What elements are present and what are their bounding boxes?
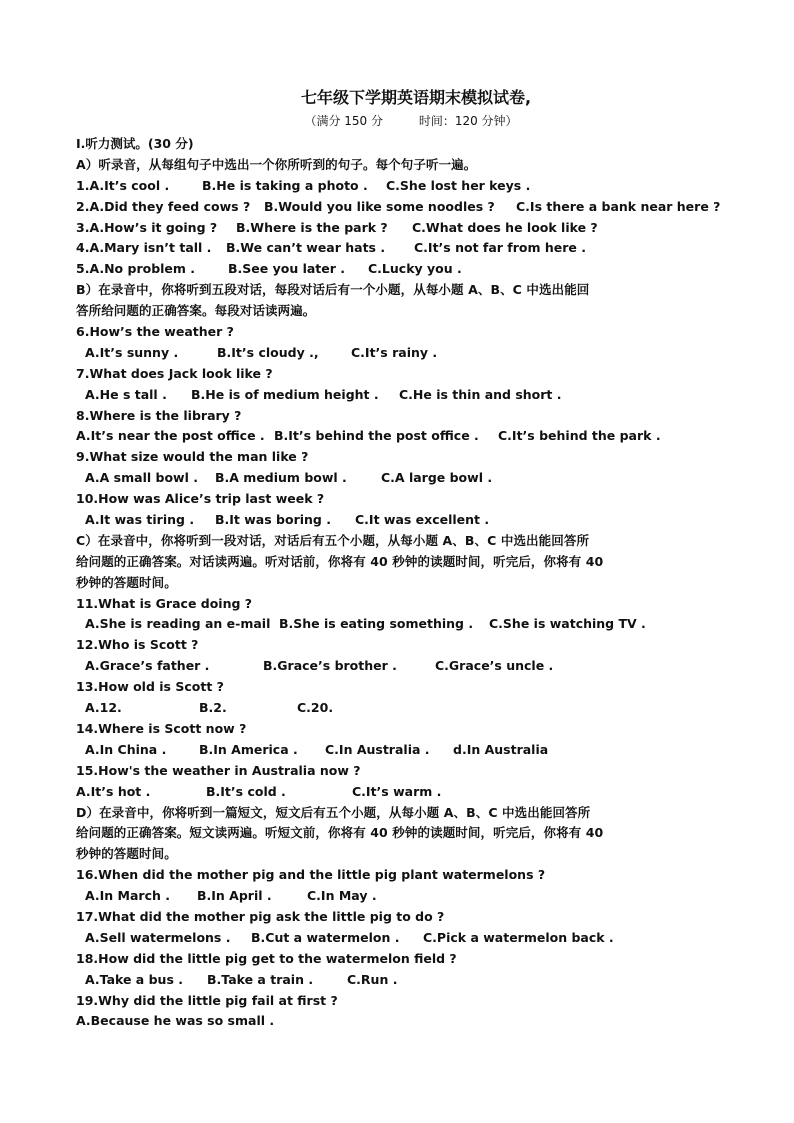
option-row <box>76 614 726 635</box>
question-stem: 19.Why did the little pig fail at first ? <box>76 992 338 1008</box>
section-instruction: B）在录音中，你将听到五段对话，每段对话后有一个小题，从每小题 A、B、C 中选出能回 <box>76 282 590 298</box>
answer-option: B.It’s cloudy ., <box>217 344 319 360</box>
answer-option: B.It was boring . <box>215 512 331 528</box>
question-stem: 17.What did the mother pig ask the little pig to do ? <box>76 908 445 924</box>
full-score-label: （满分 150 分 <box>304 114 383 128</box>
answer-option: A.It’s hot . <box>76 783 151 799</box>
answer-option: A.12. <box>85 700 122 716</box>
answer-option: A.In March . <box>85 888 171 904</box>
answer-option: B.Grace’s brother . <box>263 658 397 674</box>
answer-option: 5.A.No problem . <box>76 261 196 277</box>
answer-option: A.It was tiring . <box>85 512 195 528</box>
option-row <box>76 970 726 991</box>
question-list <box>76 134 726 1032</box>
section-instruction: D）在录音中，你将听到一篇短文，短文后有五个小题，从每小题 A、B、C 中选出能回答所 <box>76 804 591 820</box>
option-row <box>76 1011 726 1032</box>
answer-option: B.In America . <box>199 741 298 757</box>
answer-option: C.It was excellent . <box>355 512 490 528</box>
answer-option: B.He is taking a photo . <box>202 177 368 193</box>
question-stem: 18.How did the little pig get to the watermelon field ? <box>76 950 457 966</box>
option-row <box>76 928 726 949</box>
answer-option: 4.A.Mary isn’t tall . <box>76 240 212 256</box>
exam-page <box>76 86 726 1032</box>
answer-option: A.She is reading an e-mail <box>85 616 271 632</box>
answer-option: C.Lucky you . <box>368 261 462 277</box>
option-row <box>76 385 726 406</box>
answer-option: A.He s tall . <box>85 386 167 402</box>
section-heading: I.听力测试。(30 分) <box>76 136 194 151</box>
answer-option: B.2. <box>199 700 227 716</box>
option-row <box>76 886 726 907</box>
answer-option: B.It’s cold . <box>206 783 286 799</box>
page-title: 七年级下学期英语期末模拟试卷, <box>300 88 532 107</box>
answer-option: B.See you later . <box>228 261 346 277</box>
answer-option: C.Is there a bank near here ? <box>516 198 721 214</box>
option-row <box>76 238 726 259</box>
question-stem: 7.What does Jack look like ? <box>76 365 273 381</box>
option-row <box>76 782 726 803</box>
answer-option: B.Would you like some noodles ? <box>264 198 495 214</box>
answer-option: C.It’s not far from here . <box>414 240 586 256</box>
answer-option: 2.A.Did they feed cows ? <box>76 198 251 214</box>
answer-option: C.It’s rainy . <box>351 344 438 360</box>
answer-option: A.Because he was so small . <box>76 1013 275 1029</box>
question-stem: 8.Where is the library ? <box>76 407 242 423</box>
answer-option: A.It’s sunny . <box>85 344 179 360</box>
option-row <box>76 740 726 761</box>
answer-option: C.What does he look like ? <box>412 219 598 235</box>
question-stem: 13.How old is Scott ? <box>76 679 224 695</box>
answer-option: B.We can’t wear hats . <box>226 240 386 256</box>
answer-option: 3.A.How’s it going ? <box>76 219 218 235</box>
answer-option: C.She lost her keys . <box>386 177 531 193</box>
answer-option: C.Grace’s uncle . <box>435 658 554 674</box>
question-stem: 6.How’s the weather ? <box>76 324 234 340</box>
section-instruction: 秒钟的答题时间。 <box>76 574 177 590</box>
question-stem: 14.Where is Scott now ? <box>76 720 247 736</box>
answer-option: B.He is of medium height . <box>191 386 379 402</box>
section-instruction: A）听录音，从每组句子中选出一个你所听到的句子。每个句子听一遍。 <box>76 156 477 172</box>
option-row <box>76 510 726 531</box>
answer-option: B.She is eating something . <box>279 616 474 632</box>
section-instruction: 答所给问题的正确答案。每段对话读两遍。 <box>76 303 316 319</box>
section-instruction: 给问题的正确答案。短文读两遍。听短文前，你将有 40 秒钟的读题时间，听完后，你将有 40 <box>76 825 604 841</box>
answer-option: C.A large bowl . <box>381 470 493 486</box>
answer-option: B.In April . <box>197 888 272 904</box>
answer-option: B.It’s behind the post office . <box>274 428 479 444</box>
option-row <box>76 698 726 719</box>
answer-option: A.Sell watermelons . <box>85 929 231 945</box>
answer-option: B.Take a train . <box>207 971 314 987</box>
question-stem: 15.How's the weather in Australia now ? <box>76 762 361 778</box>
option-row <box>76 468 726 489</box>
section-instruction: 给问题的正确答案。对话读两遍。听对话前，你将有 40 秒钟的读题时间，听完后，你将有 40 <box>76 553 604 569</box>
answer-option: B.Where is the park ? <box>236 219 388 235</box>
option-row <box>76 197 726 218</box>
section-instruction: C）在录音中，你将听到一段对话，对话后有五个小题，从每小题 A、B、C 中选出能回答所 <box>76 532 590 548</box>
time-limit-label: 时间：120 分钟） <box>418 114 518 128</box>
section-instruction: 秒钟的答题时间。 <box>76 846 177 862</box>
question-stem: 10.How was Alice’s trip last week ? <box>76 491 325 507</box>
answer-option: A.In China . <box>85 741 167 757</box>
question-stem: 9.What size would the man like ? <box>76 449 309 465</box>
answer-option: A.Take a bus . <box>85 971 183 987</box>
option-row <box>76 218 726 239</box>
answer-option: A.It’s near the post office . <box>76 428 265 444</box>
question-stem: 11.What is Grace doing ? <box>76 595 253 611</box>
page-subtitle <box>96 110 726 132</box>
answer-option: C.In Australia . <box>325 741 430 757</box>
answer-option: B.Cut a watermelon . <box>251 929 400 945</box>
question-stem: 16.When did the mother pig and the little pig plant watermelons ? <box>76 867 546 883</box>
option-row <box>76 259 726 280</box>
answer-option: C.In May . <box>307 888 377 904</box>
option-row <box>76 656 726 677</box>
answer-option: C.Run . <box>347 971 398 987</box>
answer-option: B.A medium bowl . <box>215 470 347 486</box>
answer-option: d.In Australia <box>453 741 549 757</box>
answer-option: 1.A.It’s cool . <box>76 177 170 193</box>
option-row <box>76 343 726 364</box>
answer-option: A.Grace’s father . <box>85 658 210 674</box>
answer-option: C.She is watching TV . <box>489 616 646 632</box>
answer-option: A.A small bowl . <box>85 470 198 486</box>
option-row <box>76 176 726 197</box>
answer-option: C.He is thin and short . <box>399 386 562 402</box>
question-stem: 12.Who is Scott ? <box>76 637 199 653</box>
answer-option: C.20. <box>297 700 334 716</box>
answer-option: C.It’s warm . <box>352 783 442 799</box>
answer-option: C.Pick a watermelon back . <box>423 929 614 945</box>
option-row <box>76 426 726 447</box>
answer-option: C.It’s behind the park . <box>498 428 661 444</box>
